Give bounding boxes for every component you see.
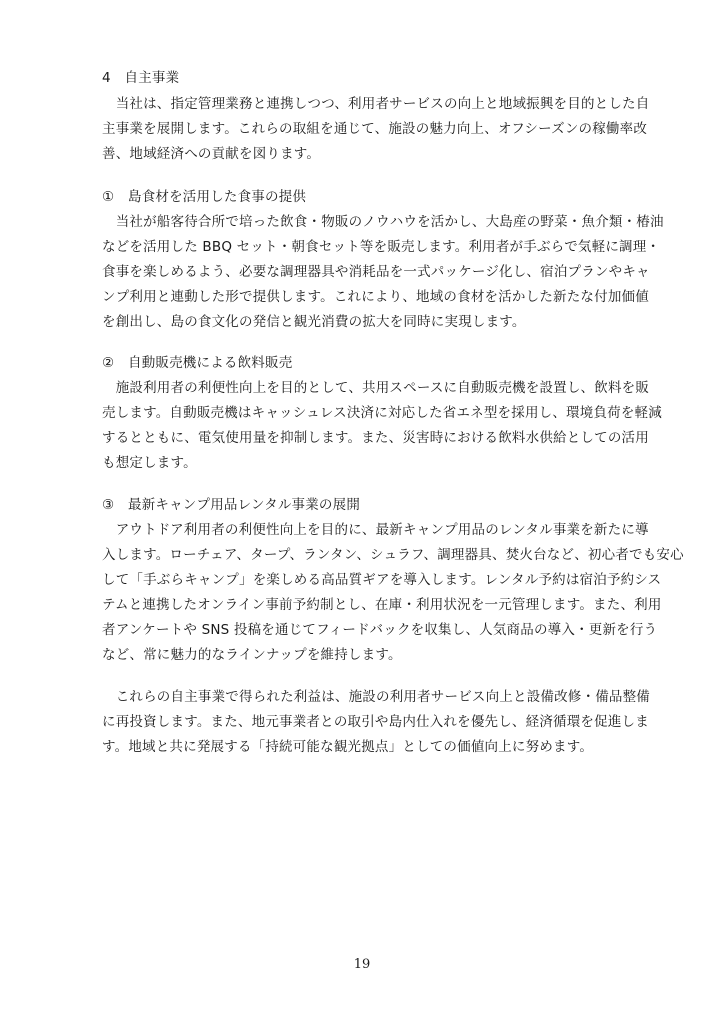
page-number: 19 xyxy=(353,957,371,972)
paragraph-line: も想定します。 xyxy=(102,455,197,471)
paragraph-line: 主事業を展開します。これらの取組を通じて、施設の魅力向上、オフシーズンの稼働率改 xyxy=(102,121,648,137)
paragraph-line: 当社が船客待合所で培った飲食・物販のノウハウを活かし、大島産の野菜・魚介類・椿油 xyxy=(102,214,664,230)
subsection-heading: ① 島食材を活用した食事の提供 xyxy=(102,189,307,205)
paragraph-line: 施設利用者の利便性向上を目的として、共用スペースに自動販売機を設置し、飲料を販 xyxy=(102,380,650,396)
subsection-heading: ② 自動販売機による飲料販売 xyxy=(102,355,293,371)
paragraph-line: に再投資します。また、地元事業者との取引や島内仕入れを優先し、経済循環を促進しま xyxy=(102,714,649,730)
paragraph-line: す。地域と共に発展する「持続可能な観光拠点」としての価値向上に努めます。 xyxy=(102,739,594,755)
paragraph-line: など、常に魅力的なラインナップを維持します。 xyxy=(102,647,402,663)
paragraph-line: するとともに、電気使用量を抑制します。また、災害時における飲料水供給としての活用 xyxy=(102,430,649,446)
paragraph-line: 売します。自動販売機はキャッシュレス決済に対応した省エネ型を採用し、環境負荷を軽減 xyxy=(102,405,662,421)
paragraph-line: 食事を楽しめるよう、必要な調理器具や消耗品を一式パッケージ化し、宿泊プランやキャ xyxy=(102,264,650,280)
paragraph-line: これらの自主事業で得られた利益は、施設の利用者サービス向上と設備改修・備品整備 xyxy=(102,689,650,705)
paragraph-line: して「手ぶらキャンプ」を楽しめる高品質ギアを導入します。レンタル予約は宿泊予約シス xyxy=(102,572,662,588)
paragraph-line: などを活用した BBQ セット・朝食セット等を販売します。利用者が手ぶらで気軽に調理・ xyxy=(102,239,661,255)
paragraph-line: 入します。ローチェア、タープ、ランタン、シュラフ、調理器具、焚火台など、初心者でも安心 xyxy=(102,547,684,563)
paragraph-line: 善、地域経済への貢献を図ります。 xyxy=(102,146,321,162)
section-heading: 4 自主事業 xyxy=(102,70,180,86)
paragraph-line: アウトドア利用者の利便性向上を目的に、最新キャンプ用品のレンタル事業を新たに導 xyxy=(102,522,649,538)
paragraph-line: 当社は、指定管理業務と連携しつつ、利用者サービスの向上と地域振興を目的とした自 xyxy=(102,96,650,112)
subsection-heading: ③ 最新キャンプ用品レンタル事業の展開 xyxy=(102,497,361,513)
paragraph-line: テムと連携したオンライン事前予約制とし、在庫・利用状況を一元管理します。また、利用 xyxy=(102,597,662,613)
paragraph-line: ンプ利用と連動した形で提供します。これにより、地域の食材を活かした新たな付加価値 xyxy=(102,289,649,305)
paragraph-line: 者アンケートや SNS 投稿を通じてフィードバックを収集し、人気商品の導入・更新を行う xyxy=(102,622,658,638)
paragraph-line: を創出し、島の食文化の発信と観光消費の拡大を同時に実現します。 xyxy=(102,314,526,330)
